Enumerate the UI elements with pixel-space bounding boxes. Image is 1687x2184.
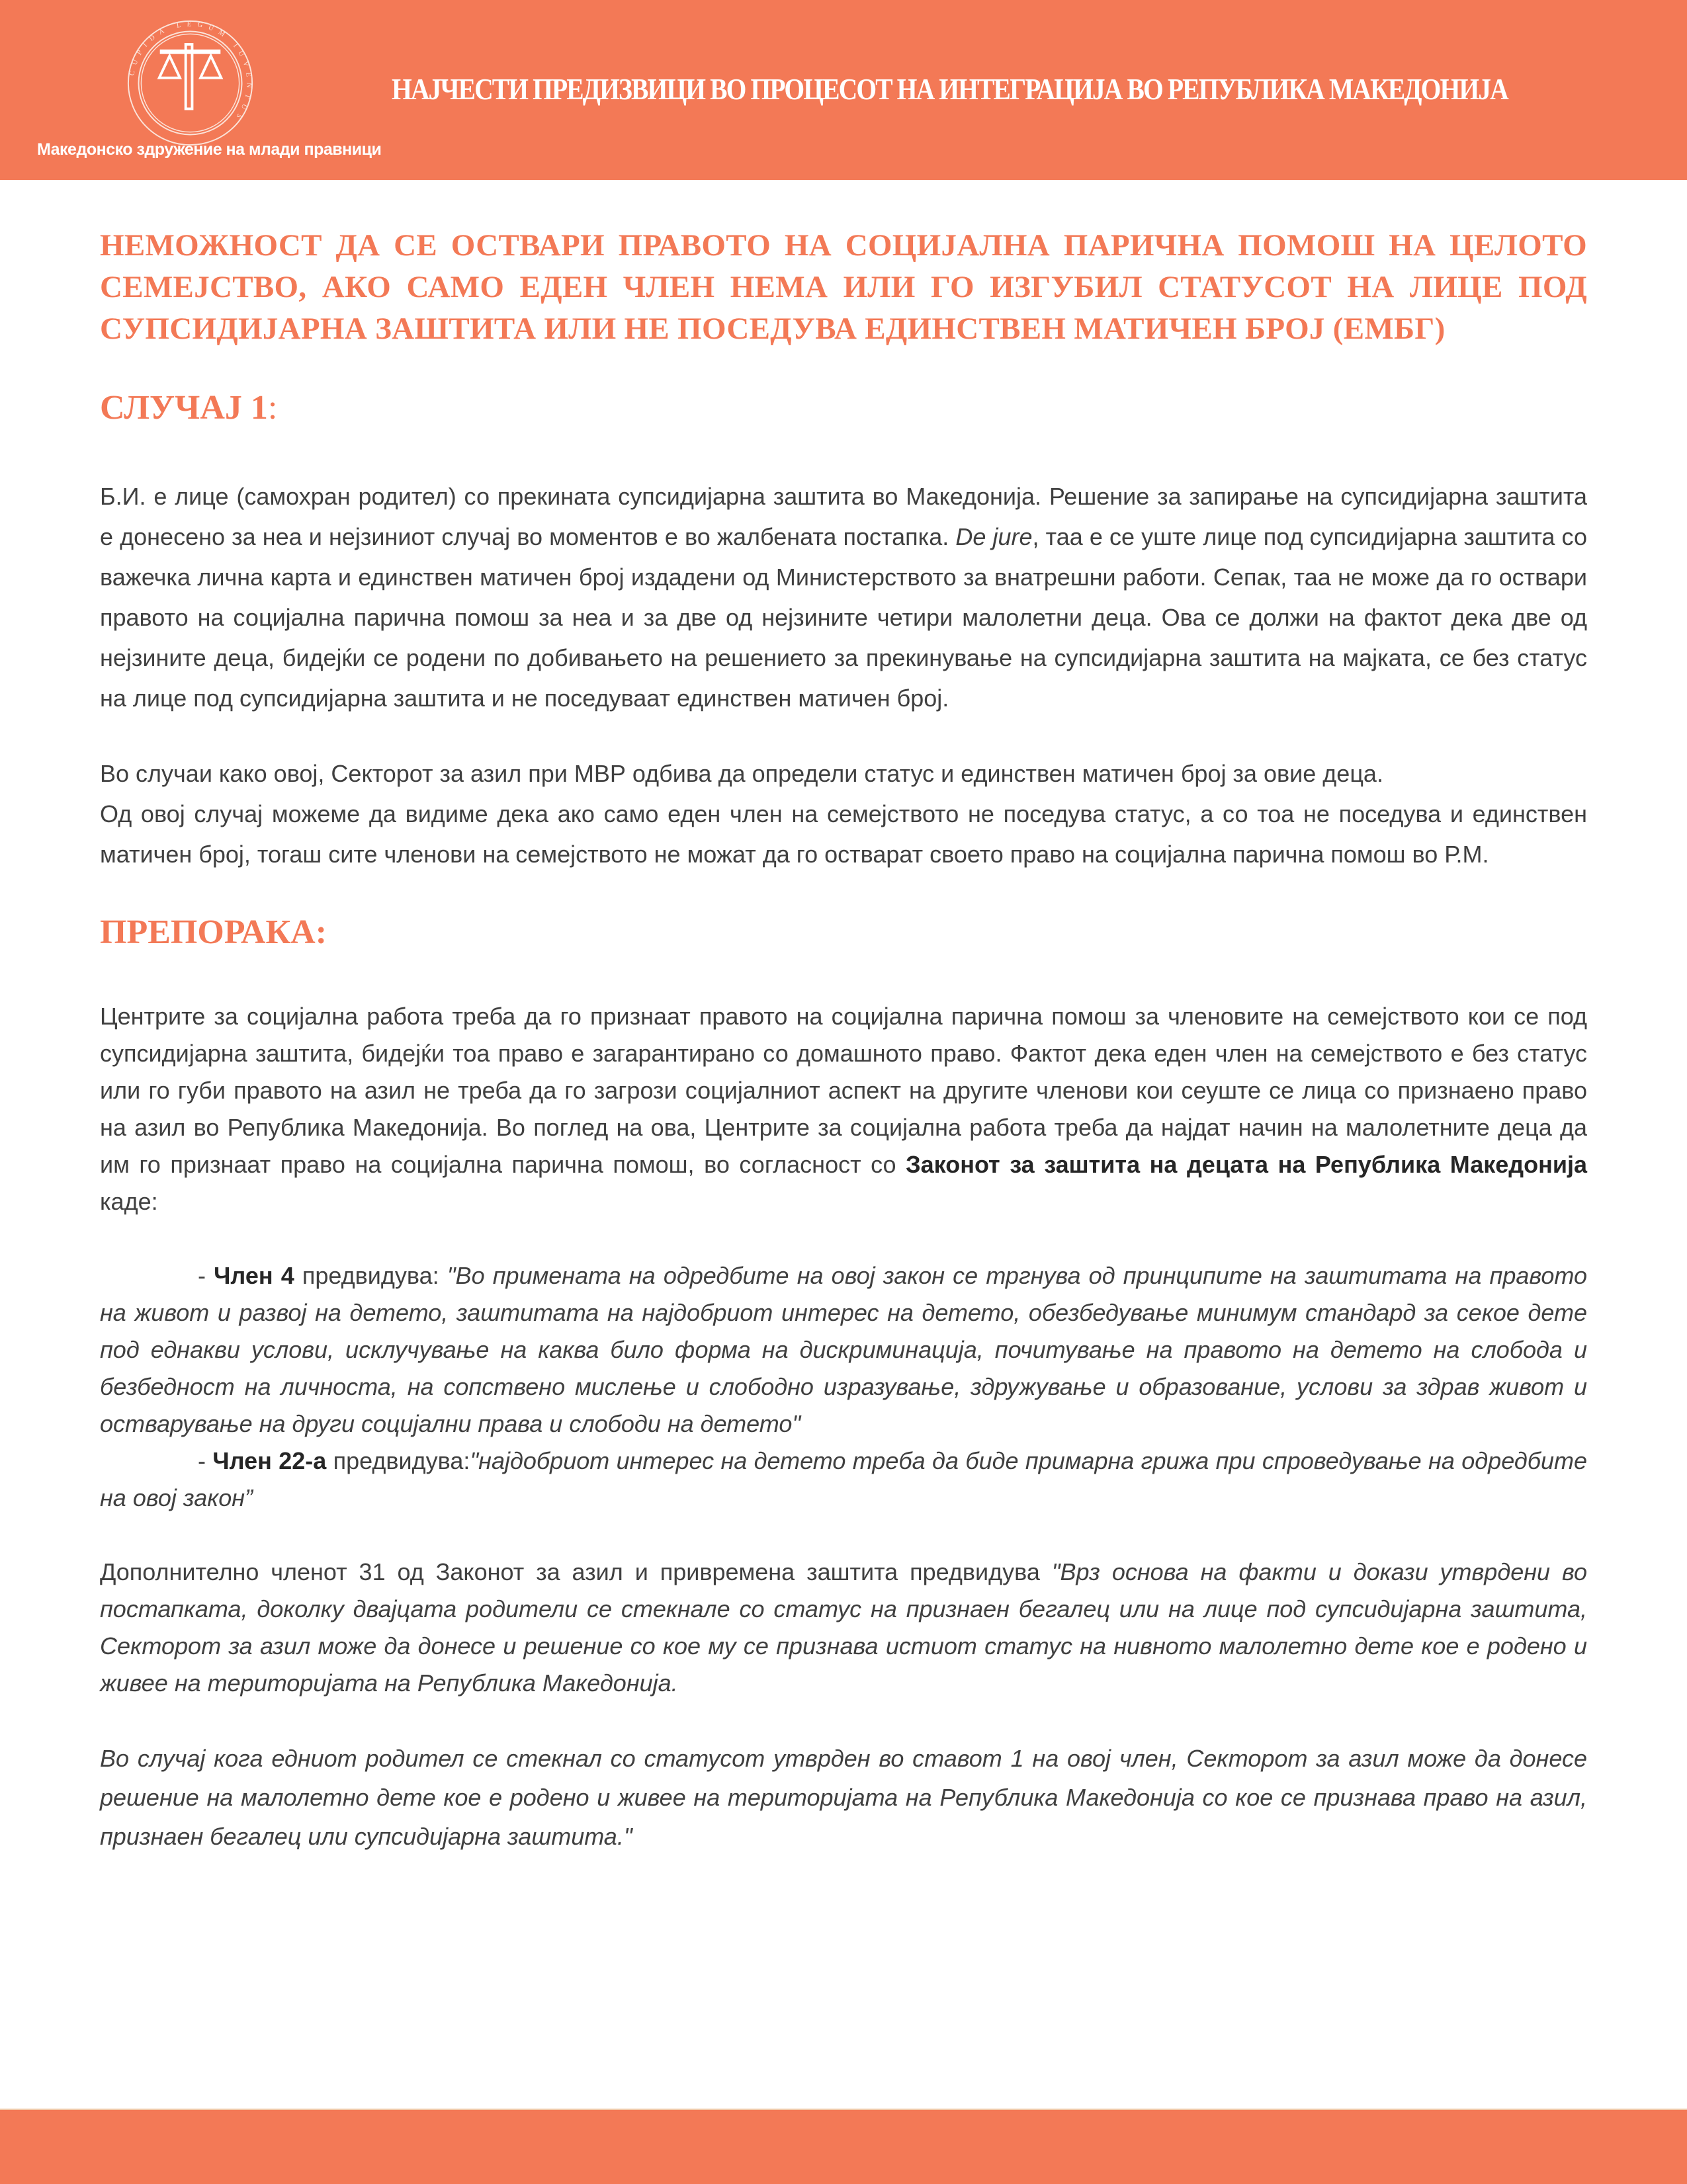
- case-p1-text-b: , таа е се уште лице под супсидијарна заштита со важечка лична карта и единствен матичен број издадени од Министерството за внатрешни работи. Сепак, таа не може да го оствари правото на социјална парична помош за неа и за две од нејзините четири малолетни деца. Ова се должи на фактот дека две од нејзините деца, бидејќи се родени по добивањето на решението за прекинување на супсидијарна заштита на мајката, се без статус на лице под супсидијарна заштита и не поседуваат единствен матичен број.: [100, 523, 1587, 712]
- article-22a-label: Член 22-а: [212, 1447, 327, 1474]
- main-title: НЕМОЖНОСТ ДА СЕ ОСТВАРИ ПРАВОТО НА СОЦИЈАЛНА ПАРИЧНА ПОМОШ НА ЦЕЛОТО СЕМЕЈСТВО, АКО САМО ЕДЕН ЧЛЕН НЕМА ИЛИ ГО ИЗГУБИЛ СТАТУСОТ НА ЛИЦЕ ПОД СУПСИДИЈАРНА ЗАШТИТА ИЛИ НЕ ПОСЕДУВА ЕДИНСТВЕН МАТИЧЕН БРОЈ (ЕМБГ): [100, 228, 1587, 346]
- article-22a-verb: предвидува:: [326, 1447, 470, 1474]
- recommendation-heading-colon: :: [315, 913, 327, 951]
- article-4-quote: [100, 1257, 1587, 1443]
- case-heading-colon: :: [267, 389, 278, 427]
- article-4-text: "Во примената на одредбите на овој закон се тргнува од принципите на заштитата на правото на живот и развој на детето, заштитата на најдобриот интерес на детето, обезбедување минимум стандард за секое дете под еднакви услови, исклучување на каква било форма на дискриминација, почитување на правото на детето на слобода и безбедност на личноста, на сопствено мислење и слободно изразување, здружување и образование, услови за здрав живот и остварување на други социјални права и слободи на детето": [100, 1262, 1587, 1437]
- svg-text:CUPIDA LEGUM IUVENTUS: CUPIDA LEGUM IUVENTUS: [128, 20, 253, 125]
- case-p1-text-a: Б.И. е лице (самохран родител) со прекината супсидијарна заштита во Македонија. Решение за запирање на супсидијарна заштита е донесено за неа и нејзиниот случај во моментов е во жалбената постапка.: [100, 483, 1587, 550]
- asylum-law-quote-1: "Врз основа на факти и докази утврдени во постапката, доколку двајцата родители се стекнале со статус на признаен бегалец или на лице под супсидијарна заштита, Секторот за азил може да донесе и решение со кое му се признава истиот статус на нивното малолетно дете кое е родено и живее на територијата на Република Македонија.: [100, 1558, 1588, 1697]
- case-paragraph-1: [100, 476, 1587, 718]
- page-header: [0, 0, 1687, 180]
- case-paragraph-2: [100, 794, 1587, 874]
- document-header-title: НАЈЧЕСТИ ПРЕДИЗВИЦИ ВО ПРОЦЕСОТ НА ИНТЕГРАЦИЈА ВО РЕПУБЛИКА МАКЕДОНИЈА: [392, 72, 1508, 106]
- recommendation-heading: [100, 913, 1587, 952]
- case-p2-line-1: Во случаи како овој, Секторот за азил при МВР одбива да определи статус и единствен матичен број за овие деца.: [100, 760, 1383, 787]
- article-22a-quote: [100, 1443, 1587, 1517]
- recommendation-paragraph-1: [100, 998, 1587, 1220]
- asylum-law-paragraph-2: [100, 1739, 1587, 1856]
- asylum-law-article-31: [100, 1554, 1587, 1702]
- organization-name: Македонско здружение на млади правници: [37, 140, 382, 159]
- article-4-verb: предвидува:: [294, 1262, 447, 1289]
- page-footer-band: [0, 2109, 1687, 2184]
- case-paragraph-2-line-1: [100, 753, 1587, 794]
- asylum-law-quote-2: Во случај кога едниот родител се стекнал со статусот утврден во ставот 1 на овој член, Секторот за азил може да донесе решение на малолетно дете кое е родено и живее на територијата на Република Македонија со кое се признава право на азил, признаен бегалец или супсидијарна заштита.": [100, 1745, 1587, 1850]
- document-body: [100, 225, 1587, 1856]
- scales-of-justice-logo-icon: [126, 19, 255, 147]
- article-4-label: Член 4: [214, 1262, 294, 1289]
- asylum-law-intro: Дополнително членот 31 од Законот за азил и привремена заштита предвидува: [100, 1558, 1052, 1585]
- article-4-prefix: -: [198, 1262, 214, 1289]
- child-protection-law-name: Законот за заштита на децата на Република Македонија: [906, 1151, 1587, 1178]
- rec-p1-text-a: Центрите за социјална работа треба да го признаат правото на социјална парична помош за членовите на семејството кои се под супсидијарна заштита, бидејќи тоа право е загарантирано со домашното право. Фактот дека еден член на семејството е без статус или го губи правото на азил не треба да го загрози социјалниот аспект на другите членови кои сеуште се лица со признаено право на азил во Република Македонија. Во поглед на ова, Центрите за социјална работа треба да најдат начин на малолетните деца да им го признаат право на социјална парична помош, во согласност со: [100, 1003, 1587, 1178]
- rec-p1-text-b: каде:: [100, 1188, 158, 1215]
- case-heading: [100, 388, 1587, 427]
- article-22a-text: "најдобриот интерес на детето треба да биде примарна грижа при спроведување на одредбите на овој закон”: [100, 1447, 1588, 1511]
- case-p1-de-jure: De jure: [955, 523, 1033, 550]
- case-p2-rest: Од овој случај можеме да видиме дека ако само еден член на семејството не поседува статус, а со тоа не поседува и единствен матичен број, тогаш сите членови на семејството не можат да го остварат своето право на социјална парична помош во Р.М.: [100, 800, 1587, 868]
- recommendation-heading-text: ПРЕПОРАКА: [100, 913, 316, 951]
- case-heading-text: СЛУЧАЈ 1: [100, 389, 268, 427]
- article-22a-prefix: -: [198, 1447, 213, 1474]
